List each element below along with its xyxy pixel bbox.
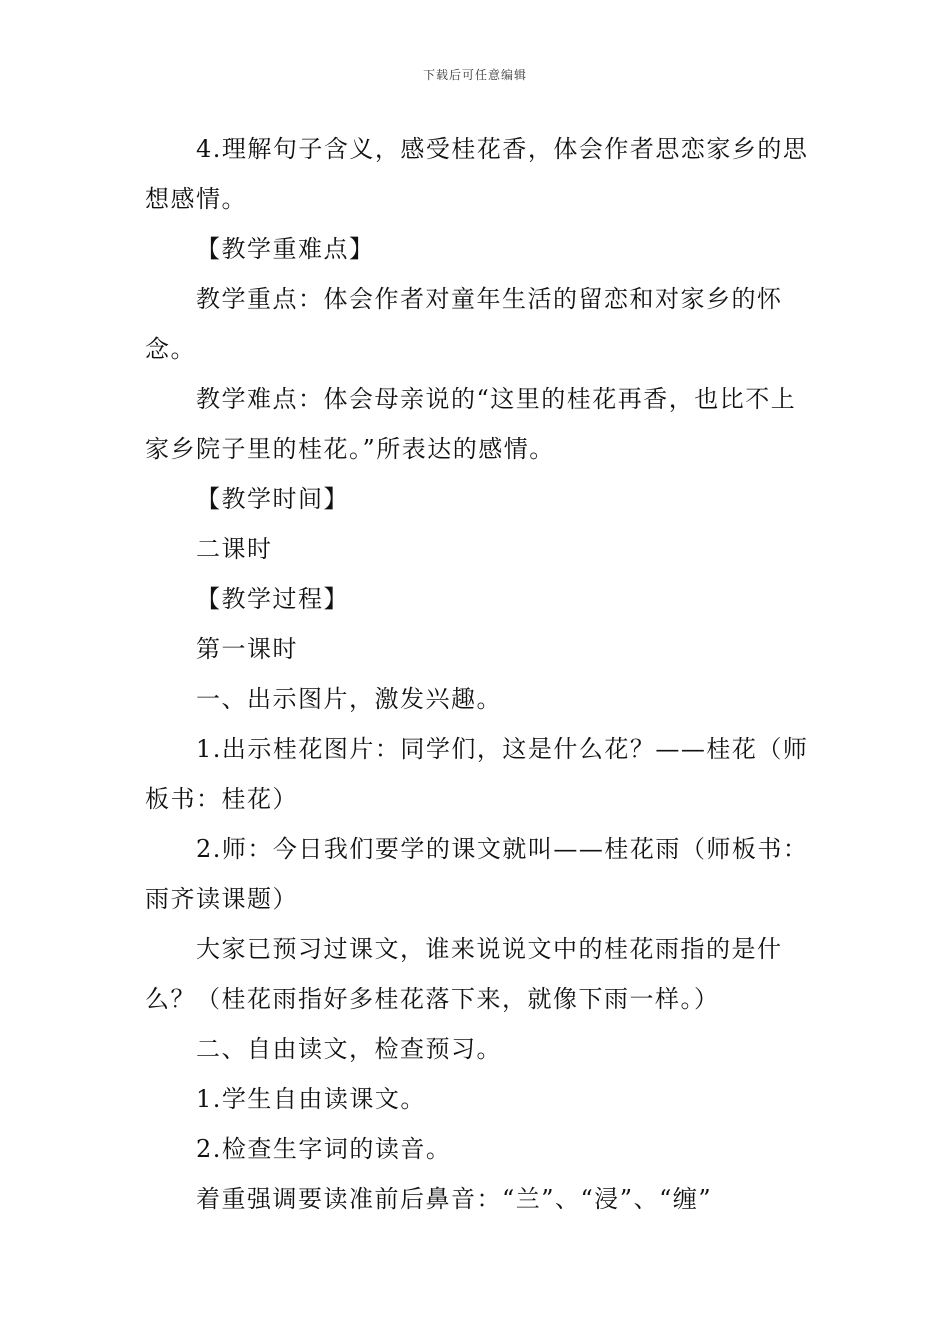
objective-4: 4.理解句子含义，感受桂花香，体会作者思恋家乡的思想感情。 <box>145 135 809 213</box>
step-two-item-2: 2.检查生字词的读音。 <box>196 1135 452 1163</box>
step-two-item-1: 1.学生自由读课文。 <box>196 1085 426 1113</box>
step-one-heading: 一、出示图片，激发兴趣。 <box>196 685 502 713</box>
step-one-question: 大家已预习过课文，谁来说说文中的桂花雨指的是什么？（桂花雨指好多桂花落下来，就像下雨一样。） <box>145 935 783 1013</box>
document-body <box>145 124 810 1224</box>
section-heading-key-points: 【教学重难点】 <box>196 235 375 263</box>
key-point: 教学重点：体会作者对童年生活的留恋和对家乡的怀念。 <box>145 285 783 363</box>
step-one-item-2: 2.师：今日我们要学的课文就叫——桂花雨（师板书：雨齐读课题） <box>145 835 809 913</box>
section-heading-process: 【教学过程】 <box>196 585 349 613</box>
difficult-point: 教学难点：体会母亲说的“这里的桂花再香，也比不上家乡院子里的桂花。”所表达的感情。 <box>145 385 797 463</box>
page-header: 下载后可任意编辑 <box>422 68 527 82</box>
section-heading-time: 【教学时间】 <box>196 485 349 513</box>
lesson-one-title: 第一课时 <box>196 635 298 663</box>
step-one-item-1: 1.出示桂花图片：同学们，这是什么花？——桂花（师板书：桂花） <box>145 735 809 813</box>
teaching-time: 二课时 <box>196 535 273 563</box>
pronunciation-note: 着重强调要读准前后鼻音：“兰”、“浸”、“缠” <box>196 1185 713 1213</box>
step-two-heading: 二、自由读文，检查预习。 <box>196 1035 502 1063</box>
